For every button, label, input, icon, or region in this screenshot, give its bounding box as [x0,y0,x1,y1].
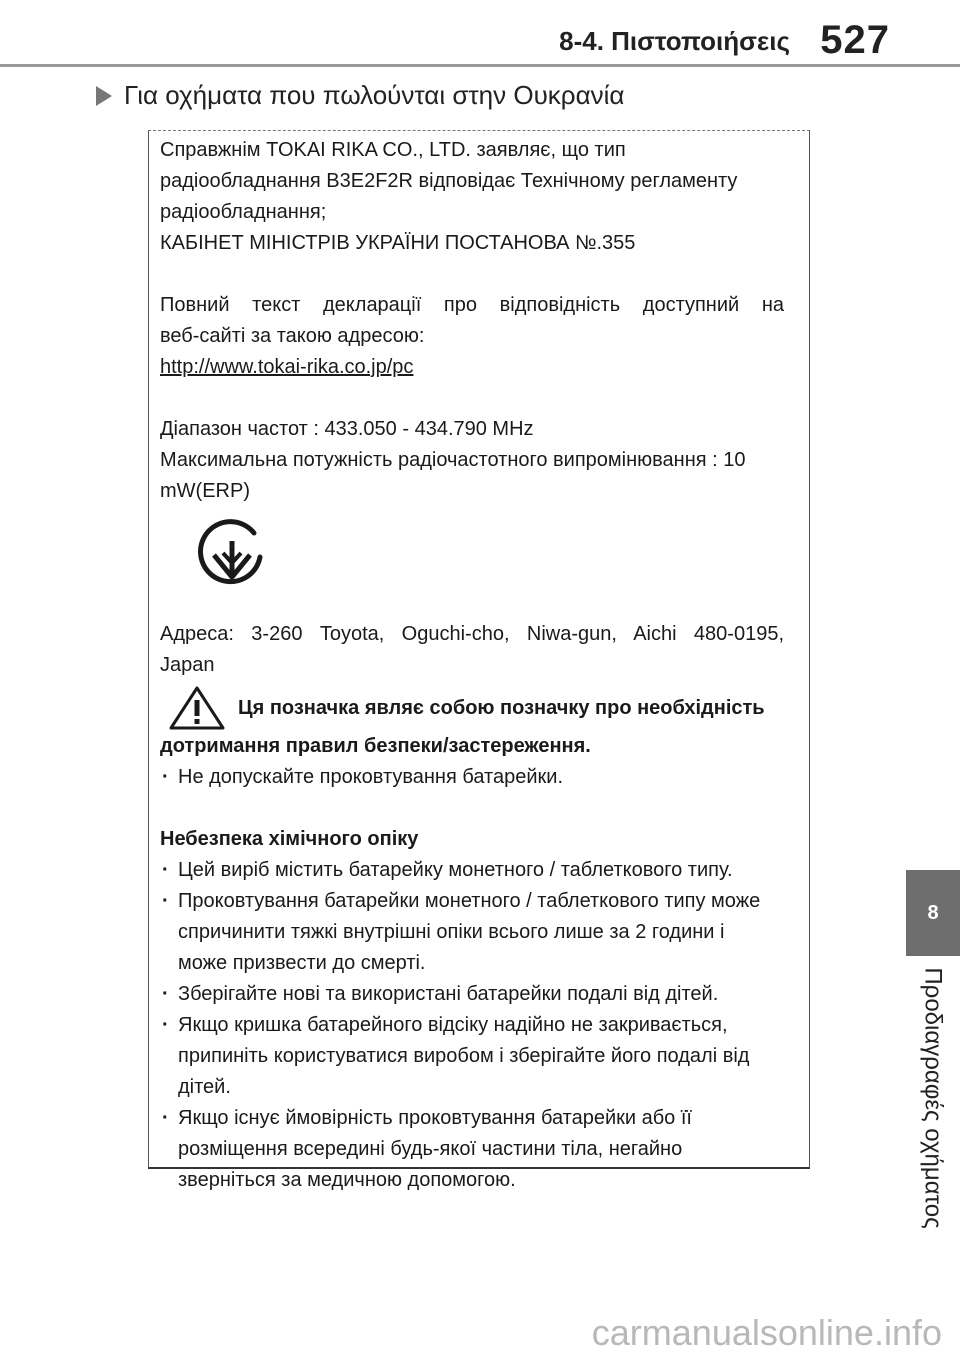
label-line: веб-сайті за такою адресою: [160,325,425,347]
label-line: Адреса: 3-260 Toyota, Oguchi-cho, Niwa-gun, Aichi 480-0195, [160,623,784,645]
warning-triangle-icon [168,685,226,731]
label-line: радіообладнання; [160,201,327,223]
section-heading [96,80,624,111]
label-line: · Цей виріб містить батарейку монетного / таблеткового типу. [160,855,784,886]
label-line: · Якщо існує ймовірність проковтування батарейки або її [160,1103,784,1134]
label-line: · Якщо кришка батарейного відсіку надійно не закривається, [160,1010,784,1041]
label-line: дотримання правил безпеки/застереження. [160,735,591,757]
chapter-title: 8-4. Πιστοποιήσεις [559,26,790,56]
label-heading: Небезпека хімічного опіку [160,828,419,850]
label-line: Japan [160,654,215,676]
label-line: спричинити тяжкі внутрішні опіки всього лише за 2 години і [178,921,725,943]
chapter-tab[interactable]: 8 [906,870,960,956]
label-line: зверніться за медичною допомогою. [178,1169,516,1191]
chapter-side-title [906,968,960,1228]
label-line: Діапазон частот : 433.050 - 434.790 MHz [160,418,534,440]
label-line: радіообладнання B3E2F2R відповідає Технічному регламенту [160,170,738,192]
label-line: · Не допускайте проковтування батарейки. [160,762,784,793]
label-line: Максимальна потужність радіочастотного випромінювання : 10 [160,449,746,471]
label-line: може призвести до смерті. [178,952,426,974]
section-heading-text: Για οχήματα που πωλούνται στην Ουκρανία [124,80,625,110]
warning-line [160,685,784,731]
label-line: · Зберігайте нові та використані батарейки подалі від дітей. [160,979,784,1010]
label-line: розміщення всередині будь-якої частини тіла, негайно [178,1138,683,1160]
warning-title: Ця позначка являє собою позначку про необхідність [238,696,765,719]
declaration-url-link[interactable]: http://www.tokai-rika.co.jp/pc [160,356,414,378]
label-line: дітей. [178,1076,231,1098]
watermark: carmanualsonline.info [591,1312,942,1353]
label-line: Повний текст декларації про відповідність доступний на [160,294,784,316]
certification-label [160,135,784,1196]
header-divider [0,64,960,67]
label-line: Справжнім TOKAI RIKA CO., LTD. заявляє, що тип [160,139,626,161]
label-line: · Проковтування батарейки монетного / таблеткового типу може [160,886,784,917]
page-number: 527 [820,18,890,62]
label-line: mW(ERP) [160,480,250,502]
chapter-side-title-text: Προδιαγραφές οχήματος [920,967,948,1229]
triangle-bullet-icon [96,86,112,106]
ukrainian-conformity-mark-icon [194,519,270,595]
label-line: припиніть користуватися виробом і зберігайте його подалі від [178,1045,750,1067]
label-line: КАБІНЕТ МІНІСТРІВ УКРАЇНИ ПОСТАНОВА №.355 [160,232,636,254]
